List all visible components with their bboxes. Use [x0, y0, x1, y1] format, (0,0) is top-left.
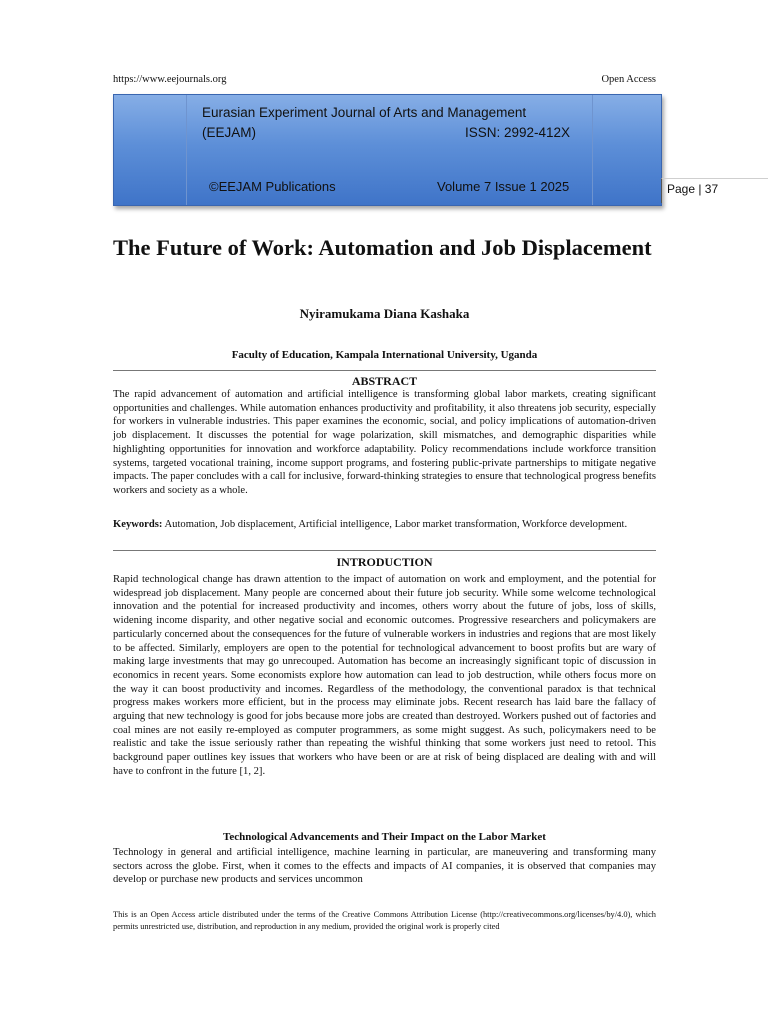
journal-title: Eurasian Experiment Journal of Arts and Management — [202, 105, 527, 120]
page-number-tag — [661, 178, 768, 203]
page-header — [113, 74, 656, 90]
volume-issue-label: Volume 7 Issue 1 2025 — [437, 179, 570, 194]
section-heading: Technological Advancements and Their Impact on the Labor Market — [223, 831, 546, 843]
page-number: Page | 37 — [667, 182, 719, 196]
open-access-label: Open Access — [601, 74, 656, 85]
abstract-text: The rapid advancement of automation and artificial intelligence is transforming global labor markets, creating significant opportunities and challenges. While automation enhances productivity and profitability, it also threatens job security, especially for workers in vulnerable industries. This paper examines the economic, social, and policy implications of automation-driven job displacement. It discusses the potential for wage polarization, skill mismatches, and demographic disparities while highlighting opportunities for innovation and workforce adaptability. Policy recommendations include workforce transition systems, targeted vocational training, income support programs, and fostering public-private partnerships to mitigate negative impacts. The paper concludes with a call for inclusive, forward-thinking strategies to ensure that technological progress benefits workers and society as a whole. — [113, 389, 656, 496]
keywords — [113, 518, 656, 532]
abstract-heading: ABSTRACT — [351, 374, 418, 388]
journal-issn: ISSN: 2992-412X — [465, 125, 571, 140]
article-author: Nyiramukama Diana Kashaka — [299, 306, 470, 321]
keywords-list: Automation, Job displacement, Artificial intelligence, Labor market transformation, Workforce development. — [164, 519, 628, 530]
banner-divider — [592, 95, 593, 205]
introduction-text: Rapid technological change has drawn attention to the impact of automation on work and employment, and the potential for widespread job displacement. Many people are concerned about their future job security. While some welcome technological innovation and the potential for increased productivity and incomes, others worry about the future of jobs, loss of skills, widening income disparity, and other negative social and economic outcomes. Progressive researchers and policymakers are particularly concerned about the consequences for the future of vulnerable workers in industries and regions that are most likely to be affected. Similarly, employers are open to the potential for technological advancement to boost profits but are wary of making large investments that may go unrecouped. Automation has become an increasingly significant topic of discussion in economics in recent years. Some economists explore how automation can lead to job destruction, while others focus more on the way it can boost productivity and incomes. Regardless of the methodology, the conventional paradox is that technical progress makes workers more efficient, but in the process may eliminate jobs. Recent research has laid bare the fallacy of arguing that new technology is good for jobs because more jobs are created than destroyed. Workers pushed out of factories and coal mines are not easily re-employed as computer programmers, as some might suggest. As such, policymakers need to be realistic and take the issue seriously rather than repeating the wishful thinking that some workers just need to retool. This background paper outlines key issues that workers who have been or are at risk of being displaced are dealing with and will have to confront in the future [1, 2]. — [113, 574, 656, 777]
license-footer: This is an Open Access article distributed under the terms of the Creative Commons Attribution License (http://creativecommons.org/licenses/by/4.0), which permits unrestricted use, distribution, and reproduction in any medium, provided the original work is properly cited — [113, 910, 656, 931]
author-affiliation: Faculty of Education, Kampala International University, Uganda — [231, 349, 538, 361]
article-title: The Future of Work: Automation and Job Displacement — [113, 235, 652, 260]
section-divider — [113, 370, 656, 371]
introduction-heading: INTRODUCTION — [336, 555, 433, 569]
keywords-label: Keywords: — [113, 519, 163, 530]
section-text: Technology in general and artificial intelligence, machine learning in particular, are maneuvering and transforming many sectors across the globe. First, when it comes to the effects and impacts of AI companies, it is observed that companies may develop or purchase new products and services uncommon — [113, 847, 656, 886]
journal-banner — [113, 94, 662, 206]
section-divider — [113, 550, 656, 551]
publisher-label: ©EEJAM Publications — [209, 179, 336, 194]
banner-divider — [186, 95, 187, 205]
journal-url[interactable]: https://www.eejournals.org — [113, 74, 227, 85]
journal-abbreviation: (EEJAM) — [202, 125, 256, 140]
